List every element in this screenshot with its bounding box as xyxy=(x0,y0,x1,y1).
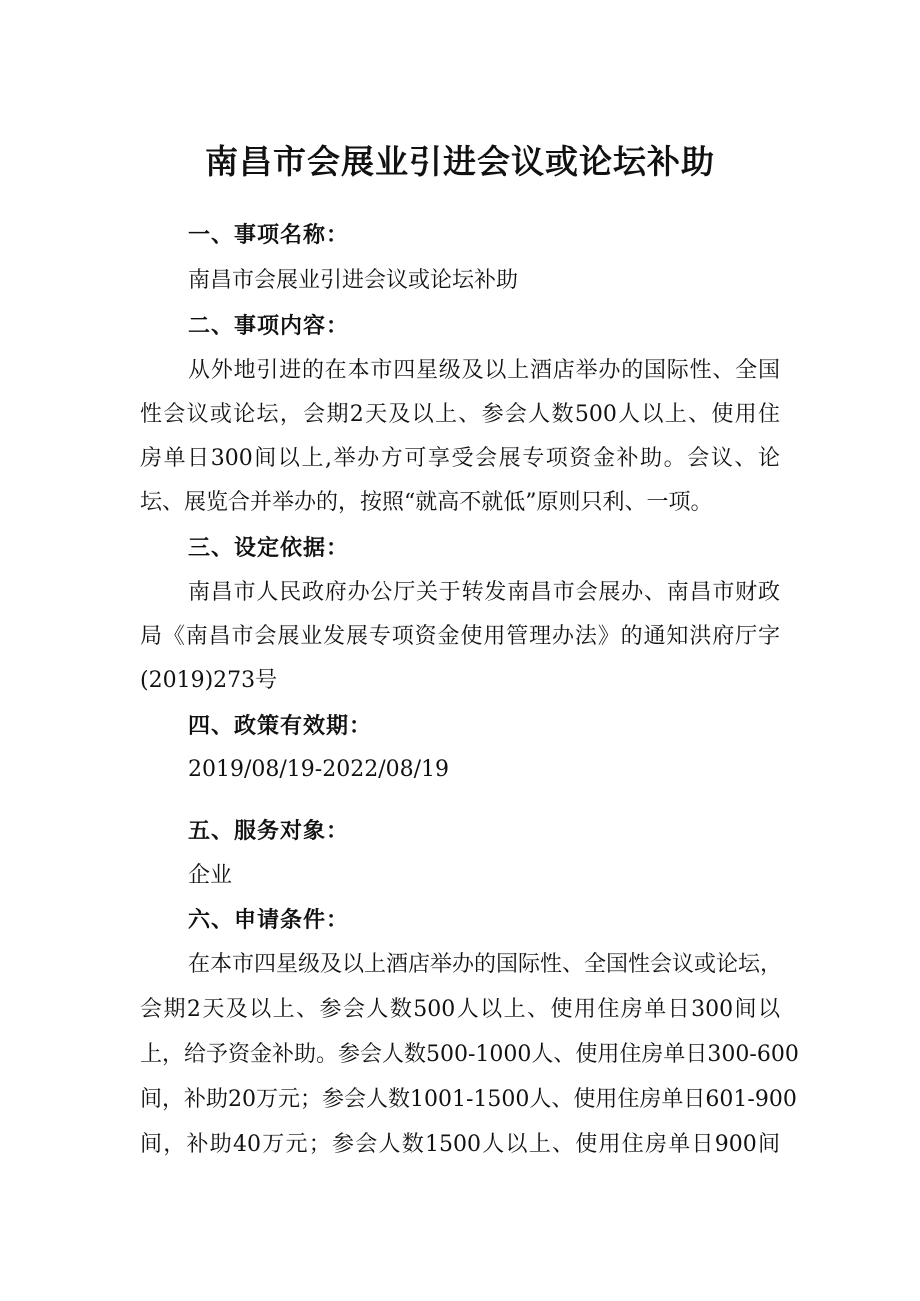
section-line: 2019/08/19-2022/08/19 xyxy=(188,757,450,782)
section-line: 在本市四星级及以上酒店举办的国际性、全国性会议或论坛， xyxy=(188,952,783,977)
section-line: 南昌市会展业引进会议或论坛补助 xyxy=(188,268,519,293)
section-heading: 六、申请条件： xyxy=(188,908,350,933)
section-heading: 五、服务对象： xyxy=(188,819,350,844)
section-heading: 一、事项名称： xyxy=(188,223,350,248)
section-heading: 二、事项内容： xyxy=(188,314,350,339)
section-line: 间，补助20万元；参会人数1001-1500人、使用住房单日601-900 xyxy=(140,1087,797,1112)
section-line: 会期2天及以上、参会人数500人以上、使用住房单日300间以 xyxy=(140,997,780,1022)
section-line: 局《南昌市会展业发展专项资金使用管理办法》的通知洪府厅字 xyxy=(140,624,780,649)
section-line: 房单日300间以上,举办方可享受会展专项资金补助。会议、论 xyxy=(140,446,780,471)
section-line: 性会议或论坛，会期2天及以上、参会人数500人以上、使用住 xyxy=(140,402,780,427)
section-line: 南昌市人民政府办公厅关于转发南昌市会展办、南昌市财政 xyxy=(188,580,780,605)
section-line: 坛、展览合并举办的，按照“就高不就低”原则只利、一项。 xyxy=(140,490,713,515)
document-title: 南昌市会展业引进会议或论坛补助 xyxy=(205,142,715,181)
section-line: 从外地引进的在本市四星级及以上酒店举办的国际性、全国 xyxy=(188,358,780,383)
section-heading: 三、设定依据： xyxy=(188,536,350,561)
section-heading: 四、政策有效期： xyxy=(188,714,373,739)
section-line: 上，给予资金补助。参会人数500-1000人、使用住房单日300-600 xyxy=(140,1042,799,1067)
section-line: 间，补助40万元；参会人数1500人以上、使用住房单日900间 xyxy=(140,1132,780,1157)
section-line: (2019)273号 xyxy=(140,668,278,693)
section-line: 企业 xyxy=(188,863,233,888)
